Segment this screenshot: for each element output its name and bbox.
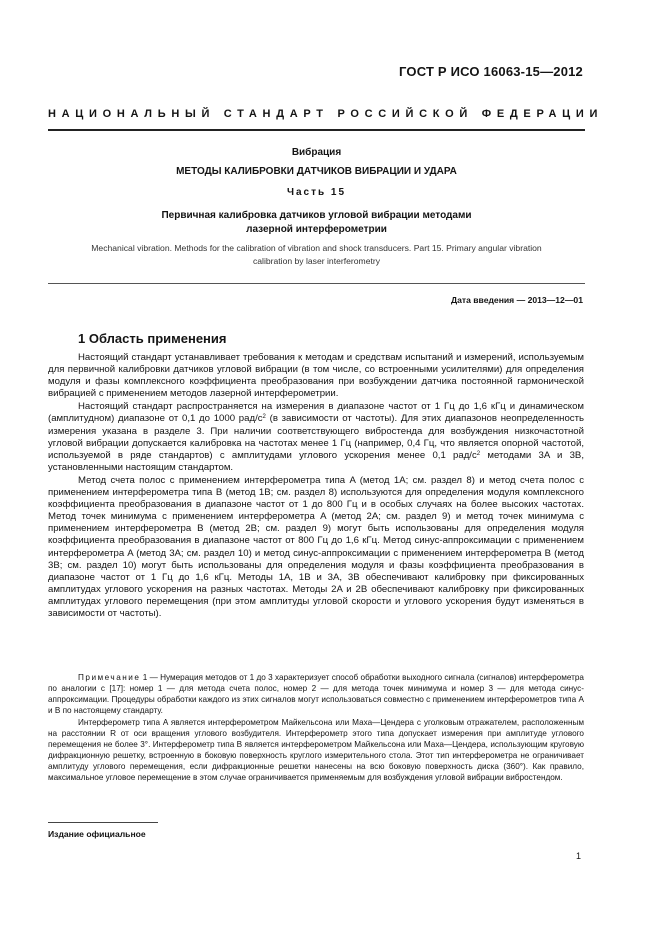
note-1-text: 1 — Нумерация методов от 1 до 3 характеризует способ обработки выходного сигнала (сигналов) интерферометра по аналогии с [17]: номер 1 — для метода счета полос, номер 2 — для метода точек минимума и номер 3 — для метода синус-аппроксимации. Процедуры обработки каждого из этих сигналов могут использоваться совместно с применением интерферометров типа A и B по настоящему стандарту. xyxy=(48,673,584,715)
page-number: 1 xyxy=(575,851,581,861)
title-topic: Вибрация xyxy=(291,147,342,158)
paragraph-2-sup1: 2 xyxy=(262,414,266,421)
header-divider xyxy=(48,129,585,131)
national-standard-banner: НАЦИОНАЛЬНЫЙ СТАНДАРТ РОССИЙСКОЙ ФЕДЕРАЦИИ xyxy=(48,108,604,120)
standard-designation: ГОСТ Р ИСО 16063-15—2012 xyxy=(398,64,583,79)
paragraph-2-sup2: 2 xyxy=(476,450,481,457)
note-1 xyxy=(48,672,584,716)
introduction-date: Дата введения — 2013—12—01 xyxy=(450,295,583,305)
section-body xyxy=(48,352,584,620)
title-subtitle xyxy=(48,209,585,237)
title-subtitle-line2: лазерной интерферометрии xyxy=(246,224,387,235)
paragraph-2-part3: методами 3A и 3B, установленными настоящим стандартом. xyxy=(48,449,584,473)
edition-label: Издание официальное xyxy=(48,829,146,839)
title-methods: МЕТОДЫ КАЛИБРОВКИ ДАТЧИКОВ ВИБРАЦИИ И УДАРА xyxy=(176,166,457,177)
title-part: Часть 15 xyxy=(286,187,347,198)
title-subtitle-line1: Первичная калибровка датчиков угловой вибрации методами xyxy=(161,210,472,221)
paragraph-2-part1: Настоящий стандарт распространяется на измерения в диапазоне частот от 1 Гц до 1,6 кГц и динамическом (амплитудном) диапазоне от 0,1 до 1000 рад/c xyxy=(48,401,584,425)
title-divider xyxy=(48,283,585,284)
english-title-line1: Mechanical vibration. Methods for the calibration of vibration and shock transducers. Part 15. Primary angular vibration xyxy=(91,243,542,253)
paragraph-1: Настоящий стандарт устанавливает требования к методам и средствам испытаний и измерений, используемым для первичной калибровки датчиков угловой вибрации (в том числе, со встроенными усилителями) для определения модуля и фазы комплексного коэффициента преобразования при возбуждении датчика постоянной гармонической вибрацией с применением методов лазерной интерферометрии. xyxy=(48,352,584,400)
footer-divider xyxy=(48,822,158,823)
paragraph-2 xyxy=(48,401,584,474)
note-2: Интерферометр типа A является интерферометром Майкельсона или Маха—Цендера с уголковым отражателем, расположенным на расстоянии R от оси вращения углового возбудителя. Интерферометр этого типа допускает измерения при амплитуде углового перемещения не более 3°. Интерферометр типа B является интерферометром Майкельсона или Маха—Цендера, использующим круговую дифракционную решетку, встроенную в боковую поверхность круглого измерительного стола. Этот тип интерферометра не ограничивает амплитуду углового перемещения, если дифракционные решетки нанесены на всю боковую поверхность диска (360°). Как правило, максимальное угловое перемещение в этом случае ограничивается применяемым для возбуждения угловой вибрации вибростендом. xyxy=(48,718,584,782)
english-title-line2: calibration by laser interferometry xyxy=(252,256,381,266)
note-label: Примечание xyxy=(78,673,141,682)
paragraph-3: Метод счета полос с применением интерферометра типа A (метод 1A; см. раздел 8) и метод счета полос с применением интерферометра типа B (метод 1B; см. раздел 8) используются для определения модуля комплексного коэффициента преобразования в диапазоне частот от 1 до 800 Гц и в особых случаях на более высоких частотах. Метод точек минимума с применением интерферометра A (метод 2A; см. раздел 9) и метод точек минимума с применением интерферометра B (метод 2B; см. раздел 9) могут быть использованы для определения модуля коэффициента преобразования в диапазоне частот от 800 Гц до 1,6 кГц. Метод синус-аппроксимации с применением интерферометра A (метод 3A; см. раздел 10) и метод синус-аппроксимации с применением интерферометра B (метод 3B; см. раздел 10) могут быть использованы для определения модуля и фазы коэффициента преобразования в диапазоне частот от 1 Гц до 1,6 кГц. Методы 1A, 1B и 3A, 3B обеспечивают калибровку при фиксированных амплитудах углового ускорения на разных частотах. Методы 2A и 2B обеспечивают калибровку при фиксированных амплитудах углового перемещения (при этом амплитуды угловой скорости и углового ускорения будут изменяться в зависимости от частоты). xyxy=(48,474,584,619)
notes-block xyxy=(48,672,584,783)
section-heading: 1 Область применения xyxy=(78,331,227,346)
english-title xyxy=(48,242,585,268)
paragraph-2-part2: (в зависимости от частоты). Для этих диапазонов неопределенность измерения указана в разделе 3. При наличии соответствующего вибростенда для возбуждения низкочастотной угловой вибрации допускается калибровка на частотах менее 1 Гц (например, 0,4 Гц, что является опорной частотой, используемой в ряде стандартов) с амплитудами углового ускорения менее 0,1 рад/c xyxy=(48,413,584,461)
